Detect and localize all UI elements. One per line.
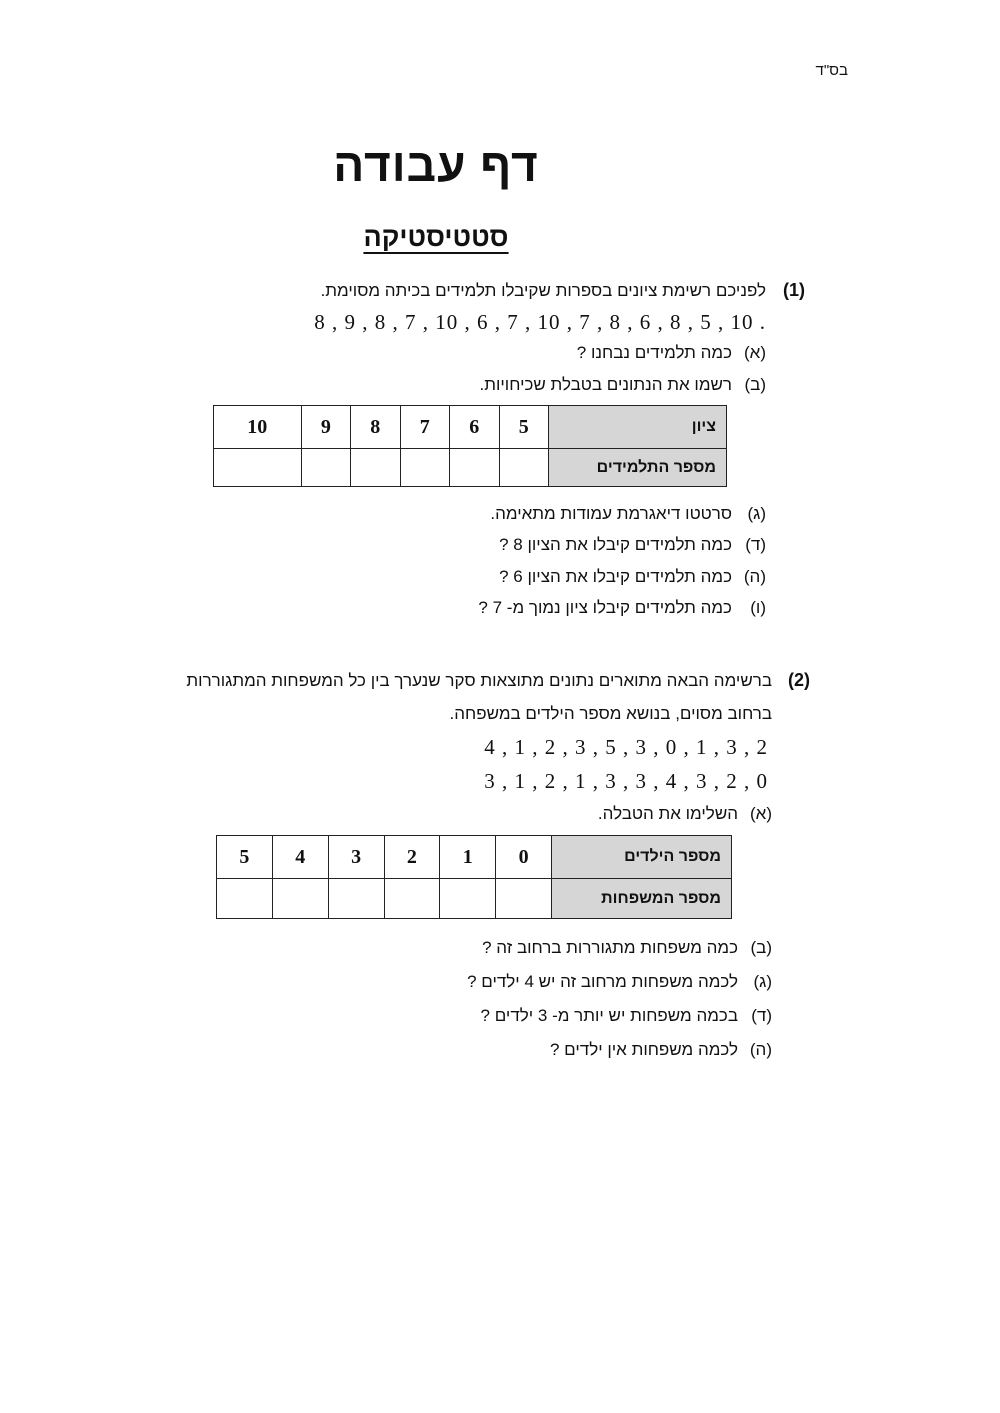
- page-title: דף עבודה: [333, 139, 539, 191]
- q1-item-f: [478, 598, 766, 618]
- q1-intro: לפניכם רשימת ציונים בספרות שקיבלו תלמידים בכיתה מסוימת.: [320, 281, 766, 300]
- q2-table-value: 5: [217, 836, 273, 879]
- q1-c-label: (ג): [747, 504, 766, 523]
- q1-table-value: 5: [499, 406, 548, 449]
- q2-a-label: (א): [750, 804, 772, 823]
- q2-intro-line2: ברחוב מסוים, בנושא מספר הילדים במשפחה.: [449, 704, 772, 723]
- q2-answer-cell[interactable]: [384, 879, 440, 919]
- q2-table-value: 4: [272, 836, 328, 879]
- q1-e-label: (ה): [743, 567, 766, 586]
- q1-item-c: [490, 504, 766, 524]
- q2-intro-line1: ברשימה הבאה מתוארים נתונים מתוצאות סקר שנערך בין כל המשפחות המתגוררות: [186, 671, 772, 690]
- q2-table-children-header: מספר הילדים: [552, 836, 732, 879]
- q1-answer-cell[interactable]: [214, 449, 302, 487]
- q2-c-text: לכמה משפחות מרחוב זה יש 4 ילדים ?: [467, 972, 738, 991]
- q1-a-text: כמה תלמידים נבחנו ?: [576, 343, 732, 362]
- q2-b-label: (ב): [750, 938, 772, 957]
- q2-d-label: (ד): [751, 1006, 772, 1025]
- q1-table-value: 8: [351, 406, 400, 449]
- q1-table-grade-header: ציון: [549, 406, 727, 449]
- q2-numbers-line1: 4 , 1 , 2 , 3 , 5 , 3 , 0 , 1 , 3 , 2: [484, 735, 768, 759]
- q1-c-text: סרטטו דיאגרמת עמודות מתאימה.: [490, 504, 732, 523]
- q2-item-b: [482, 938, 772, 958]
- q2-b-text: כמה משפחות מתגוררות ברחוב זה ?: [482, 938, 738, 957]
- q2-a-text: השלימו את הטבלה.: [597, 804, 738, 823]
- q2-table-families-header: מספר המשפחות: [552, 879, 732, 919]
- q1-b-text: רשמו את הנתונים בטבלת שכיחויות.: [479, 375, 732, 394]
- q2-answer-cell[interactable]: [217, 879, 273, 919]
- q2-answer-cell[interactable]: [496, 879, 552, 919]
- q1-answer-cell[interactable]: [400, 449, 449, 487]
- q1-answer-cell[interactable]: [351, 449, 400, 487]
- q1-table-value: 6: [450, 406, 499, 449]
- q2-frequency-table: [216, 835, 732, 919]
- q1-answer-cell[interactable]: [499, 449, 548, 487]
- q1-f-label: (ו): [750, 598, 766, 617]
- q2-item-c: [467, 972, 772, 992]
- q2-answer-cell[interactable]: [272, 879, 328, 919]
- q1-b-label: (ב): [744, 375, 766, 394]
- q1-table-value: 10: [214, 406, 302, 449]
- q2-c-label: (ג): [753, 972, 772, 991]
- q1-number: (1): [783, 280, 805, 300]
- q1-answer-cell[interactable]: [301, 449, 350, 487]
- q1-table-value: 9: [301, 406, 350, 449]
- header-bsd: בס"ד: [815, 62, 848, 79]
- q1-item-d: [499, 535, 766, 555]
- page-subtitle: סטטיסטיקה: [363, 222, 509, 252]
- q2-e-label: (ה): [749, 1040, 772, 1059]
- q2-table-value: 2: [384, 836, 440, 879]
- q1-f-text: כמה תלמידים קיבלו ציון נמוך מ- 7 ?: [478, 598, 732, 617]
- q2-table-value: 0: [496, 836, 552, 879]
- q2-item-a: [598, 804, 772, 824]
- q1-item-b: [480, 375, 767, 395]
- q2-answer-cell[interactable]: [440, 879, 496, 919]
- q1-e-text: כמה תלמידים קיבלו את הציון 6 ?: [499, 567, 732, 586]
- q2-item-d: [481, 1006, 772, 1026]
- q1-answer-cell[interactable]: [450, 449, 499, 487]
- q2-d-text: בכמה משפחות יש יותר מ- 3 ילדים ?: [480, 1006, 738, 1025]
- q1-item-a: [577, 343, 766, 363]
- q2-number: (2): [788, 670, 810, 690]
- q1-table-students-header: מספר התלמידים: [549, 449, 727, 487]
- q1-d-text: כמה תלמידים קיבלו את הציון 8 ?: [499, 535, 732, 554]
- q2-answer-cell[interactable]: [328, 879, 384, 919]
- q2-table-value: 1: [440, 836, 496, 879]
- q2-numbers-line2: 3 , 1 , 2 , 1 , 3 , 3 , 4 , 3 , 2 , 0: [484, 769, 768, 793]
- q2-e-text: לכמה משפחות אין ילדים ?: [550, 1040, 738, 1059]
- q1-a-label: (א): [744, 343, 766, 362]
- q1-item-e: [499, 567, 766, 587]
- q2-item-e: [550, 1040, 772, 1060]
- q1-table-value: 7: [400, 406, 449, 449]
- q1-numbers: 8 , 9 , 8 , 7 , 10 , 6 , 7 , 10 , 7 , 8 , 6 , 8 , 5 , 10 .: [314, 310, 766, 334]
- q1-frequency-table: [213, 405, 727, 487]
- q1-d-label: (ד): [745, 535, 766, 554]
- q2-table-value: 3: [328, 836, 384, 879]
